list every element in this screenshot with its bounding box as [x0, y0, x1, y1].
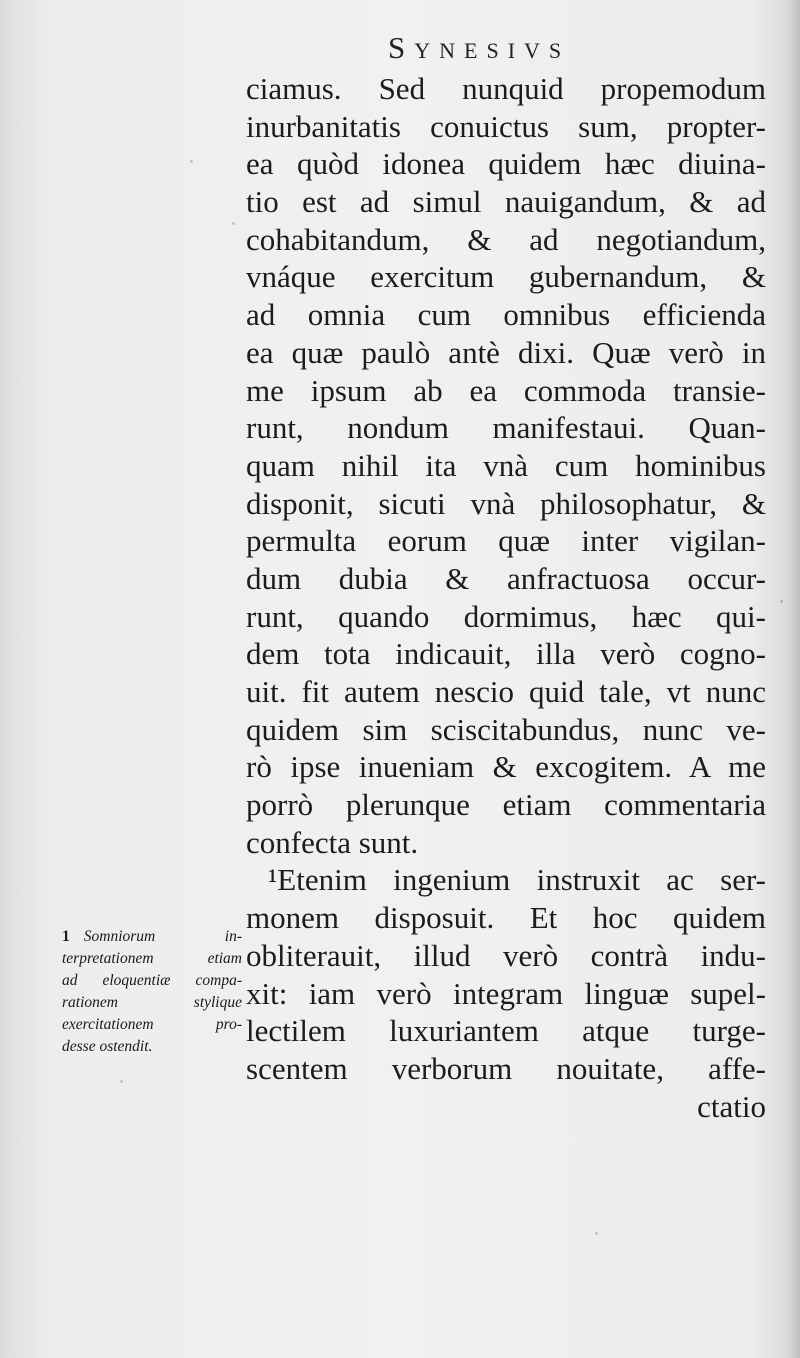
text-line: cohabitandum, & ad negotiandum,	[246, 221, 766, 257]
paper-speck	[780, 600, 783, 603]
text-line: lectilem luxuriantem atque turge-	[246, 1013, 766, 1049]
text-line: dem tota indicauit, illa verò cogno-	[246, 636, 766, 672]
text-line: disponit, sicuti vnà philosophatur, &	[246, 485, 766, 521]
body-text	[246, 70, 766, 1125]
text-line: ea quæ paulò antè dixi. Quæ verò in	[246, 334, 766, 370]
marginal-note-text: Somniorum in-	[83, 928, 242, 945]
text-line: inurbanitatis conuictus sum, propter-	[246, 108, 766, 144]
marginal-note-line: rationem stylique	[62, 994, 242, 1011]
marginal-note-number: 1	[62, 928, 70, 945]
marginal-note-line: terpretationem etiam	[62, 950, 242, 967]
marginal-note-line: desse ostendit.	[62, 1038, 153, 1055]
text-line: quidem sim sciscitabundus, nunc ve-	[246, 711, 766, 747]
text-line: ea quòd idonea quidem hæc diuina-	[246, 146, 766, 182]
text-line: porrò plerunque etiam commentaria	[246, 787, 766, 823]
text-line: confecta sunt.	[246, 824, 419, 860]
text-line: rò ipse inueniam & excogitem. A me	[246, 749, 766, 785]
paper-speck	[595, 1232, 598, 1235]
text-line: runt, nondum manifestaui. Quan-	[246, 410, 766, 446]
marginal-note-line: exercitationem pro-	[62, 1016, 242, 1033]
text-line: scentem verborum nouitate, affe-	[246, 1050, 766, 1086]
text-line: ad omnia cum omnibus efficienda	[246, 297, 766, 333]
page-edge-shadow	[786, 0, 800, 1358]
text-line: permulta eorum quæ inter vigilan-	[246, 523, 766, 559]
text-line: tio est ad simul nauigandum, & ad	[246, 184, 766, 220]
text-line: vnáque exercitum gubernandum, &	[246, 259, 766, 295]
paper-speck	[120, 1080, 123, 1083]
marginal-note	[62, 926, 242, 1058]
text-line: quam nihil ita vnà cum hominibus	[246, 447, 766, 483]
text-line: dum dubia & anfractuosa occur-	[246, 560, 766, 596]
paper-speck	[190, 160, 193, 163]
running-head: Synesivs	[388, 30, 571, 65]
catchword: ctatio	[697, 1088, 766, 1124]
text-line: monem disposuit. Et hoc quidem	[246, 900, 766, 936]
text-line: runt, quando dormimus, hæc qui-	[246, 598, 766, 634]
text-line: xit: iam verò integram linguæ supel-	[246, 975, 766, 1011]
text-line: uit. fit autem nescio quid tale, vt nunc	[246, 674, 766, 709]
marginal-note-line: ad eloquentiæ compa-	[62, 972, 242, 989]
paper-speck	[232, 222, 235, 225]
text-line: obliterauit, illud verò contrà indu-	[246, 937, 766, 973]
text-line: me ipsum ab ea commoda transie-	[246, 372, 766, 408]
text-line: ciamus. Sed nunquid propemodum	[246, 71, 766, 106]
text-line: ¹Etenim ingenium instruxit ac ser-	[268, 862, 766, 898]
marginal-note-line	[62, 926, 242, 948]
